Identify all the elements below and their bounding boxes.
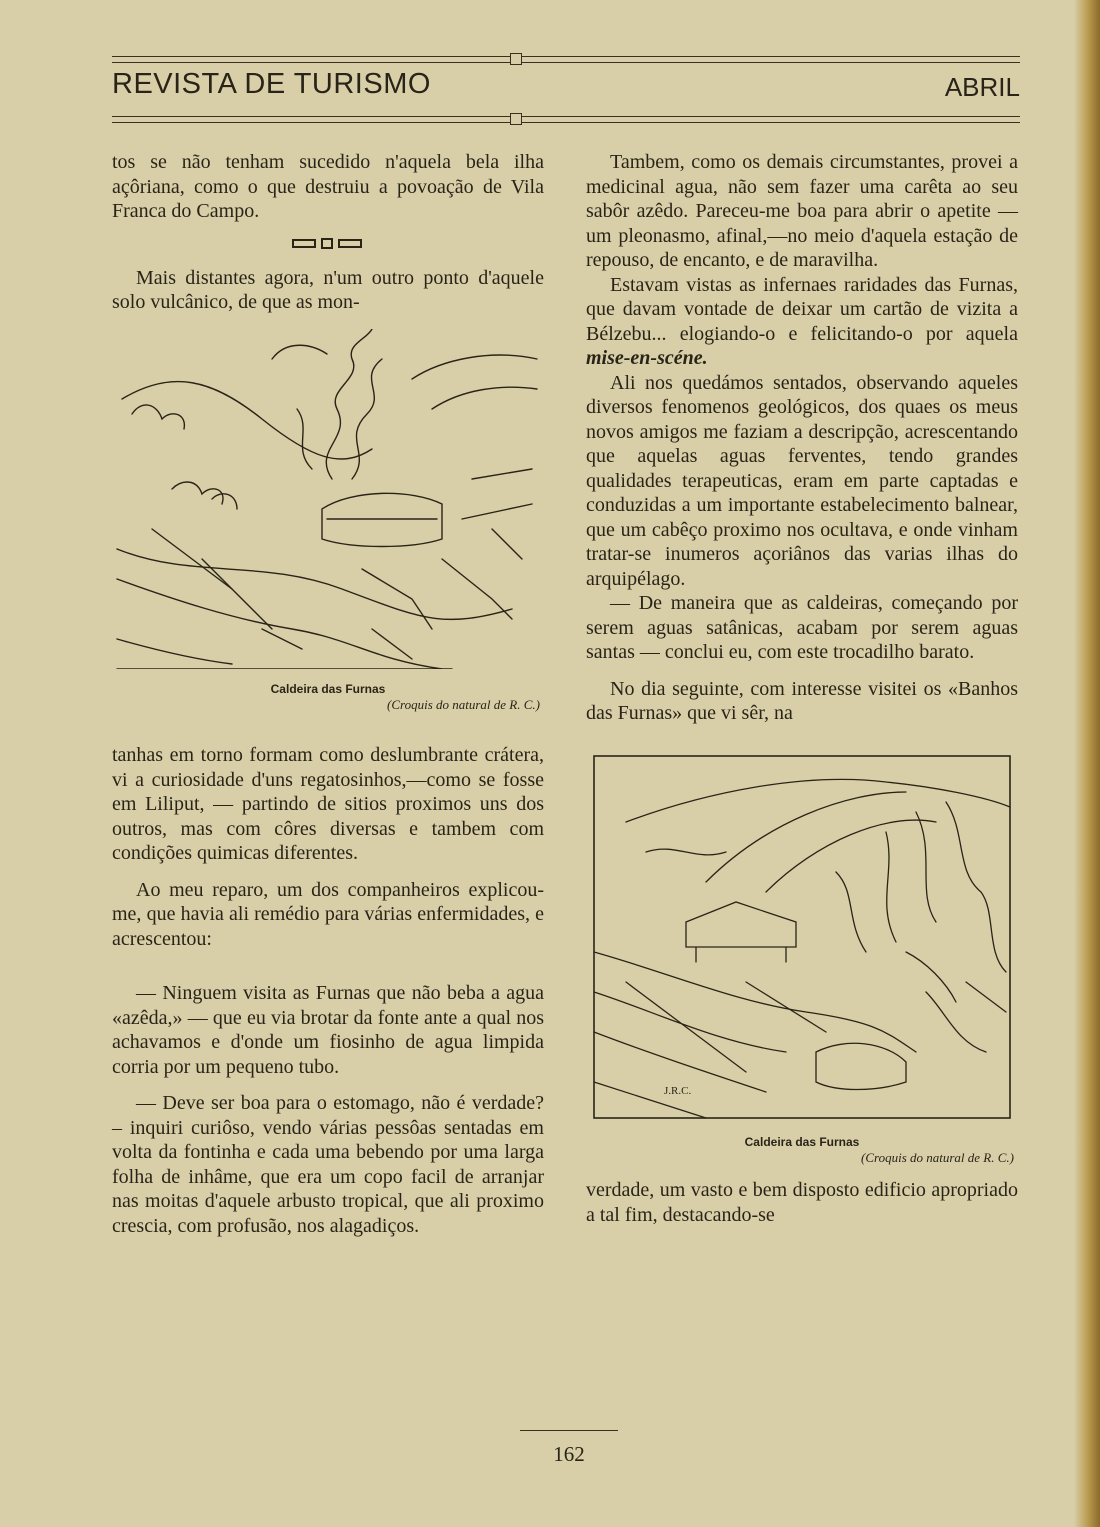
- sketch-caldeira-illustration: [112, 329, 544, 669]
- paragraph: tos se não tenham sucedido n'aquela bela ilha açôriana, como o que destruiu a povoação de Vila Franca do Campo.: [112, 151, 544, 222]
- paragraph: — Deve ser boa para o estomago, não é verdade? – inquiri curiôso, vendo várias pessôas sentadas em volta da fontinha e cada uma bebendo por uma larga folha de inhâme, que era um copo facil de arranjar nas moitas d'aquele arbusto tropical, que ali proximo crescia, com profusão, nos alagadiços.: [112, 1092, 544, 1237]
- paragraph: Tambem, como os demais circumstantes, provei a medicinal agua, não sem fazer uma carêta ao seu sabôr azêdo. Pareceu-me boa para abrir o apetite — um pleonasmo, afinal,—no meio d'aquela estação de repouso, de encanto, e de maravilha.: [586, 151, 1018, 271]
- header-ornament-bottom: [510, 113, 522, 125]
- figure-caldeira-1: [112, 329, 544, 714]
- figure-caption: Caldeira das Furnas: [744, 1135, 860, 1149]
- paragraph: verdade, um vasto e bem disposto edificio apropriado a tal fim, destacando-se: [586, 1179, 1018, 1226]
- magazine-title: REVISTA DE TURISMO: [112, 68, 431, 100]
- figure-caldeira-2: [586, 752, 1018, 1167]
- italic-phrase: mise-en-scéne.: [586, 347, 708, 369]
- artist-signature: J.R.C.: [664, 1084, 692, 1097]
- paragraph: No dia seguinte, com interesse visitei os «Banhos das Furnas» que vi sêr, na: [586, 677, 1018, 724]
- figure-credit: (Croquis do natural de R. C.): [861, 1150, 1014, 1165]
- header-rule-bottom: [112, 116, 1020, 123]
- header-ornament-top: [510, 53, 522, 65]
- paragraph-text: Estavam vistas as infernaes raridades das Furnas, que davam vontade de deixar um cartão de vizita a Bélzebu... elogiando-o e felicitando-o por aquela: [586, 273, 1018, 345]
- paragraph: — Ninguem visita as Furnas que não beba a agua «azêda,» — que eu via brotar da fonte ante a qual nos achavamos e d'onde um fiosinho de agua limpida corria por um pequeno tubo.: [112, 982, 544, 1078]
- figure-caption: Caldeira das Furnas: [270, 682, 386, 696]
- right-column: [586, 150, 1018, 1227]
- figure-credit: (Croquis do natural de R. C.): [387, 697, 540, 712]
- header-rule-top: [112, 56, 1020, 63]
- footer-rule: [520, 1430, 618, 1431]
- page-header: [112, 46, 1020, 126]
- paragraph: [586, 273, 1018, 371]
- section-ornament: [292, 236, 364, 252]
- paragraph: Ali nos quedámos sentados, observando aqueles diversos fenomenos geológicos, dos quaes os meus novos amigos me faziam a descripção, acrescentando que aquelas aguas ferventes, tendo grandes qualidades terapeuticas, eram em parte captadas e conduzidas a um importante estabelecimento balnear, que um cabêço proximo nos ocultava, e onde vinham tratar-se inumeros açoriânos das varias ilhas do arquipélago.: [586, 371, 1018, 590]
- issue-month: ABRIL: [944, 72, 1020, 102]
- sketch-banhos-illustration: [586, 752, 1018, 1122]
- page-number: 162: [553, 1442, 585, 1466]
- paragraph: Mais distantes agora, n'um outro ponto d'aquele solo vulcânico, de que as mon-: [112, 266, 544, 313]
- left-column: [112, 150, 544, 1238]
- paragraph: — De maneira que as caldeiras, começando por serem aguas satânicas, acabam por serem aguas santas — conclui eu, com este trocadilho barato.: [586, 592, 1018, 663]
- paragraph: tanhas em torno formam como deslumbrante crátera, vi a curiosidade d'uns regatosinhos,—como se fosse em Liliput, — partindo de sitios proximos uns dos outros, mas com côres diversas e tambem com condições quimicas diferentes.: [112, 744, 544, 864]
- page-edge: [1074, 0, 1100, 1527]
- paragraph: Ao meu reparo, um dos companheiros explicou-me, que havia ali remédio para várias enfermidades, e acrescentou:: [112, 878, 544, 950]
